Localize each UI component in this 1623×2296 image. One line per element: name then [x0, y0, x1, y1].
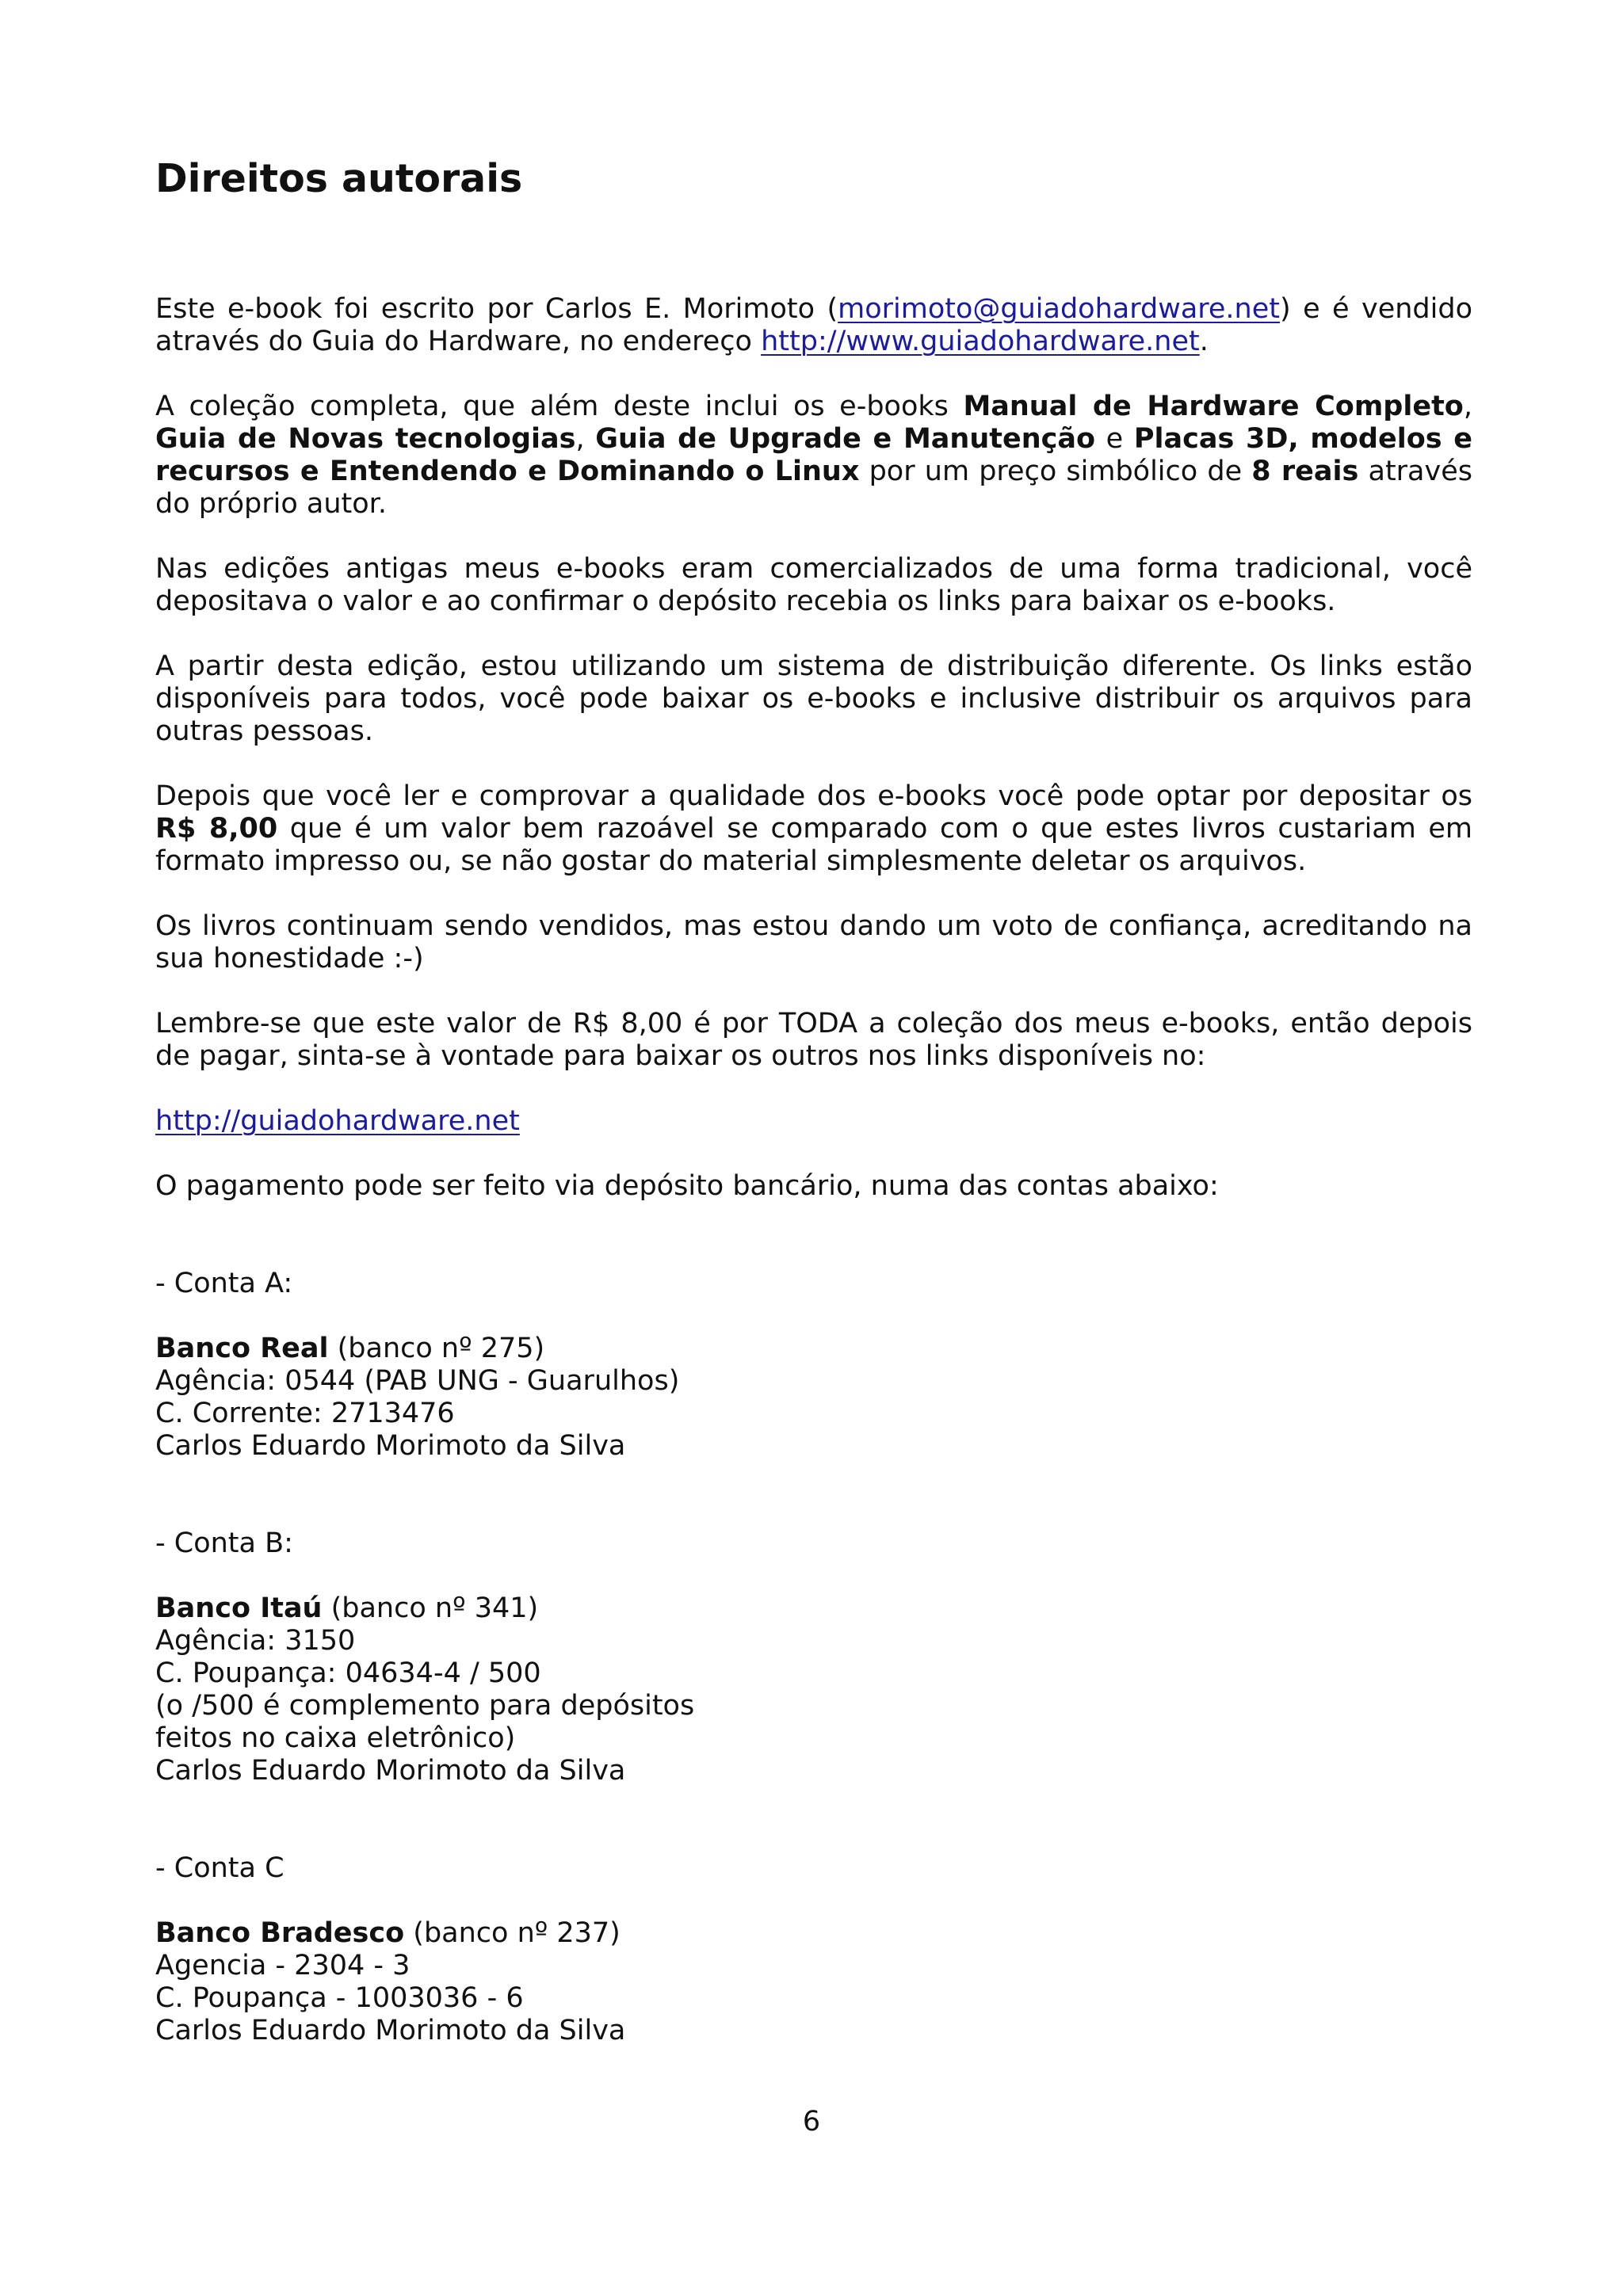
account-a-bank: Banco Real (banco nº 275) [155, 1333, 545, 1364]
account-b-bank: Banco Itaú (banco nº 341) [155, 1592, 539, 1624]
paragraph-payment: O pagamento pode ser feito via depósito bancário, numa das contas abaixo: [155, 1170, 1219, 1202]
account-b-note-2: feitos no caixa eletrônico) [155, 1722, 516, 1754]
account-b-heading: - Conta B: [155, 1527, 293, 1559]
account-a-heading: - Conta A: [155, 1268, 293, 1299]
paragraph-payment-option: Depois que você ler e comprovar a qualidade dos e-books você pode optar por depositar os R$ 8,00 que é um valor bem razoável se comparado com o que estes livros custariam em formato impresso ou, se não gostar do material simplesmente deletar os arquivos. [155, 780, 1472, 877]
paragraph-old-editions: Nas edições antigas meus e-books eram comercializados de uma forma tradicional, você depositava o valor e ao confirmar o depósito recebia os links para baixar os e-books. [155, 553, 1472, 617]
account-c-holder: Carlos Eduardo Morimoto da Silva [155, 2015, 626, 2046]
page-number: 6 [802, 2106, 821, 2138]
spacer [155, 1235, 1472, 1268]
page-title: Direitos autorais [155, 156, 523, 201]
account-b-details [155, 1592, 1472, 1787]
paragraph-author: Este e-book foi escrito por Carlos E. Morimoto (morimoto@guiadohardware.net) e é vendido através do Guia do Hardware, no endereço http://www.guiadohardware.net. [155, 293, 1472, 357]
site-url-link[interactable]: http://www.guiadohardware.net [761, 326, 1200, 357]
guiadohardware-link[interactable]: http://guiadohardware.net [155, 1105, 520, 1137]
account-c-agency: Agencia - 2304 - 3 [155, 1950, 411, 1981]
account-c-details [155, 1917, 1472, 2047]
account-a-details [155, 1333, 1472, 1463]
account-a-holder: Carlos Eduardo Morimoto da Silva [155, 1430, 626, 1462]
account-b-note-1: (o /500 é complemento para depósitos [155, 1690, 695, 1722]
account-a-number: C. Corrente: 2713476 [155, 1398, 455, 1429]
paragraph-distribution: A partir desta edição, estou utilizando um sistema de distribuição diferente. Os links estão disponíveis para todos, você pode baixar os e-books e inclusive distribuir os arquivos para outras pessoas. [155, 650, 1472, 747]
paragraph-reminder: Lembre-se que este valor de R$ 8,00 é por TODA a coleção dos meus e-books, então depois de pagar, sinta-se à vontade para baixar os outros nos links disponíveis no: [155, 1008, 1472, 1072]
account-b-agency: Agência: 3150 [155, 1625, 356, 1657]
spacer [155, 1820, 1472, 1852]
document-body [155, 293, 1472, 2080]
account-b-holder: Carlos Eduardo Morimoto da Silva [155, 1755, 626, 1787]
account-a-agency: Agência: 0544 (PAB UNG - Guarulhos) [155, 1365, 680, 1397]
spacer [155, 1495, 1472, 1527]
author-email-link[interactable]: morimoto@guiadohardware.net [838, 293, 1280, 325]
account-c-bank: Banco Bradesco (banco nº 237) [155, 1917, 621, 1949]
account-c-number: C. Poupança - 1003036 - 6 [155, 1982, 524, 2014]
paragraph-trust: Os livros continuam sendo vendidos, mas estou dando um voto de confiança, acreditando na sua honestidade :-) [155, 910, 1472, 974]
account-b-number: C. Poupança: 04634-4 / 500 [155, 1657, 541, 1689]
paragraph-link [155, 1105, 1472, 1138]
paragraph-collection: A coleção completa, que além deste inclui os e-books Manual de Hardware Completo, Guia de Novas tecnologias, Guia de Upgrade e Manutenção e Placas 3D, modelos e recursos e Entendendo e Dominando o Linux por um preço simbólico de 8 reais através do próprio autor. [155, 391, 1472, 520]
account-c-heading: - Conta C [155, 1852, 285, 1884]
